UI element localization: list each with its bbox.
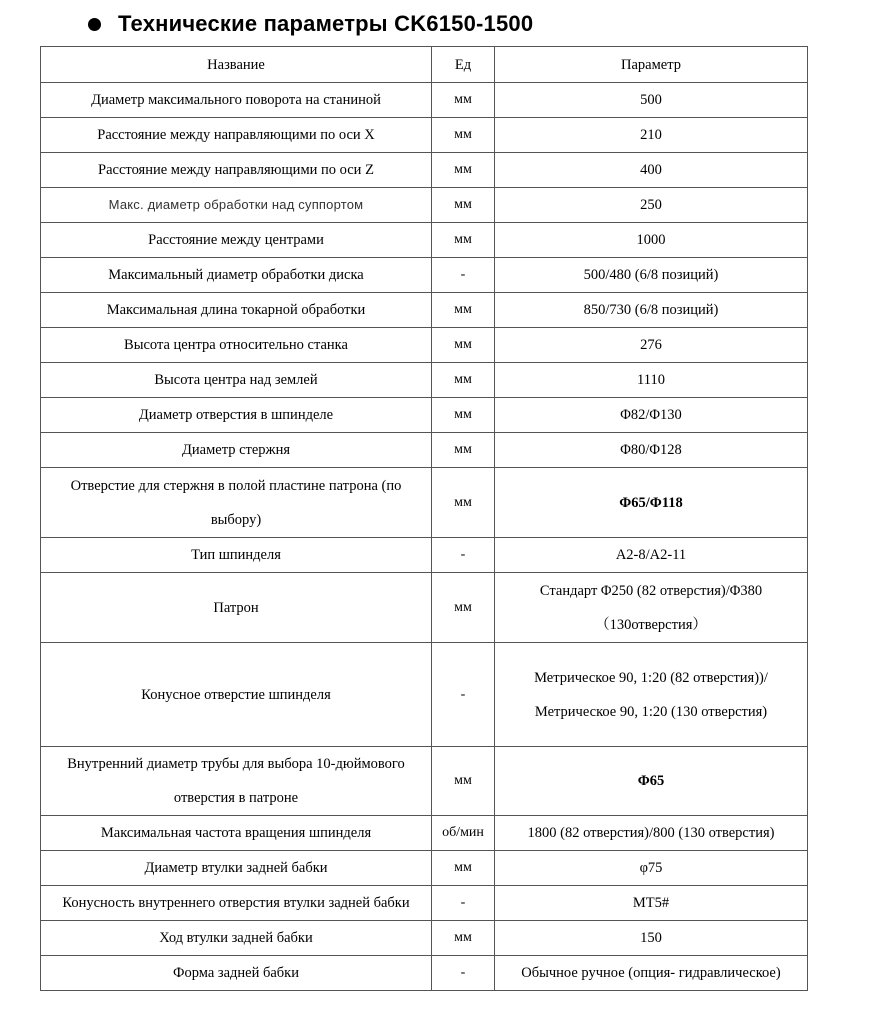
- param-value: 500: [495, 83, 808, 118]
- table-row: [41, 433, 808, 468]
- param-value: Обычное ручное (опция- гидравлическое): [495, 956, 808, 991]
- table-row: [41, 851, 808, 886]
- param-unit: мм: [432, 851, 495, 886]
- table-row: [41, 886, 808, 921]
- param-name: Высота центра над землей: [41, 363, 432, 398]
- table-row: [41, 573, 808, 643]
- param-name: Отверстие для стержня в полой пластине патрона (по выбору): [41, 468, 432, 538]
- param-unit: мм: [432, 363, 495, 398]
- param-unit: -: [432, 886, 495, 921]
- table-row: [41, 83, 808, 118]
- param-name: Конусное отверстие шпинделя: [41, 643, 432, 747]
- param-value: 210: [495, 118, 808, 153]
- param-value: Метрическое 90, 1:20 (82 отверстия))/Метрическое 90, 1:20 (130 отверстия): [495, 643, 808, 747]
- table-row: [41, 258, 808, 293]
- param-name: Тип шпинделя: [41, 538, 432, 573]
- param-unit: об/мин: [432, 816, 495, 851]
- table-row: [41, 118, 808, 153]
- param-name: Форма задней бабки: [41, 956, 432, 991]
- param-unit: мм: [432, 223, 495, 258]
- param-name: Максимальная длина токарной обработки: [41, 293, 432, 328]
- param-unit: мм: [432, 83, 495, 118]
- param-value: Стандарт Φ250 (82 отверстия)/Φ380 （130отверстия）: [495, 573, 808, 643]
- param-value: 1110: [495, 363, 808, 398]
- param-name: Макс. диаметр обработки над суппортом: [41, 188, 432, 223]
- param-name: Диаметр отверстия в шпинделе: [41, 398, 432, 433]
- header-value: Параметр: [495, 47, 808, 83]
- param-unit: -: [432, 258, 495, 293]
- param-name: Диаметр стержня: [41, 433, 432, 468]
- param-name: Расстояние между центрами: [41, 223, 432, 258]
- param-name: Максимальная частота вращения шпинделя: [41, 816, 432, 851]
- table-row: [41, 188, 808, 223]
- param-unit: мм: [432, 118, 495, 153]
- param-unit: мм: [432, 747, 495, 816]
- param-unit: мм: [432, 293, 495, 328]
- param-name: Максимальный диаметр обработки диска: [41, 258, 432, 293]
- param-unit: мм: [432, 573, 495, 643]
- param-value: 1800 (82 отверстия)/800 (130 отверстия): [495, 816, 808, 851]
- param-unit: мм: [432, 153, 495, 188]
- param-value: 500/480 (6/8 позиций): [495, 258, 808, 293]
- param-unit: -: [432, 643, 495, 747]
- param-value: Φ80/Φ128: [495, 433, 808, 468]
- table-header-row: [41, 47, 808, 83]
- param-value: 250: [495, 188, 808, 223]
- bullet-icon: [88, 18, 101, 31]
- table-row: [41, 363, 808, 398]
- header-unit: Ед: [432, 47, 495, 83]
- specs-table: [40, 46, 808, 991]
- table-row: [41, 538, 808, 573]
- param-value: 150: [495, 921, 808, 956]
- table-row: [41, 328, 808, 363]
- param-unit: мм: [432, 921, 495, 956]
- param-name: Расстояние между направляющими по оси X: [41, 118, 432, 153]
- param-value: Φ65: [495, 747, 808, 816]
- table-row: [41, 153, 808, 188]
- table-row: [41, 956, 808, 991]
- param-unit: мм: [432, 328, 495, 363]
- table-row: [41, 223, 808, 258]
- table-row: [41, 293, 808, 328]
- param-value: 276: [495, 328, 808, 363]
- param-value: 1000: [495, 223, 808, 258]
- page-title: Технические параметры CK6150-1500: [118, 11, 534, 36]
- table-row: [41, 398, 808, 433]
- header-name: Название: [41, 47, 432, 83]
- param-name: Патрон: [41, 573, 432, 643]
- param-name: Расстояние между направляющими по оси Z: [41, 153, 432, 188]
- param-value: Φ82/Φ130: [495, 398, 808, 433]
- param-unit: мм: [432, 398, 495, 433]
- param-unit: мм: [432, 433, 495, 468]
- param-unit: мм: [432, 468, 495, 538]
- param-value: Φ65/Φ118: [495, 468, 808, 538]
- param-name: Внутренний диаметр трубы для выбора 10-дюймового отверстия в патроне: [41, 747, 432, 816]
- param-name: Конусность внутреннего отверстия втулки задней бабки: [41, 886, 432, 921]
- table-row: [41, 921, 808, 956]
- param-name: Диаметр максимального поворота на станиной: [41, 83, 432, 118]
- section-heading: [88, 9, 533, 39]
- table-row: [41, 747, 808, 816]
- table-row: [41, 643, 808, 747]
- param-name: Ход втулки задней бабки: [41, 921, 432, 956]
- param-unit: -: [432, 956, 495, 991]
- param-value: φ75: [495, 851, 808, 886]
- param-value: 850/730 (6/8 позиций): [495, 293, 808, 328]
- param-value: A2-8/A2-11: [495, 538, 808, 573]
- param-value: MT5#: [495, 886, 808, 921]
- param-name: Высота центра относительно станка: [41, 328, 432, 363]
- table-row: [41, 468, 808, 538]
- param-value: 400: [495, 153, 808, 188]
- table-row: [41, 816, 808, 851]
- param-name: Диаметр втулки задней бабки: [41, 851, 432, 886]
- param-unit: мм: [432, 188, 495, 223]
- param-unit: -: [432, 538, 495, 573]
